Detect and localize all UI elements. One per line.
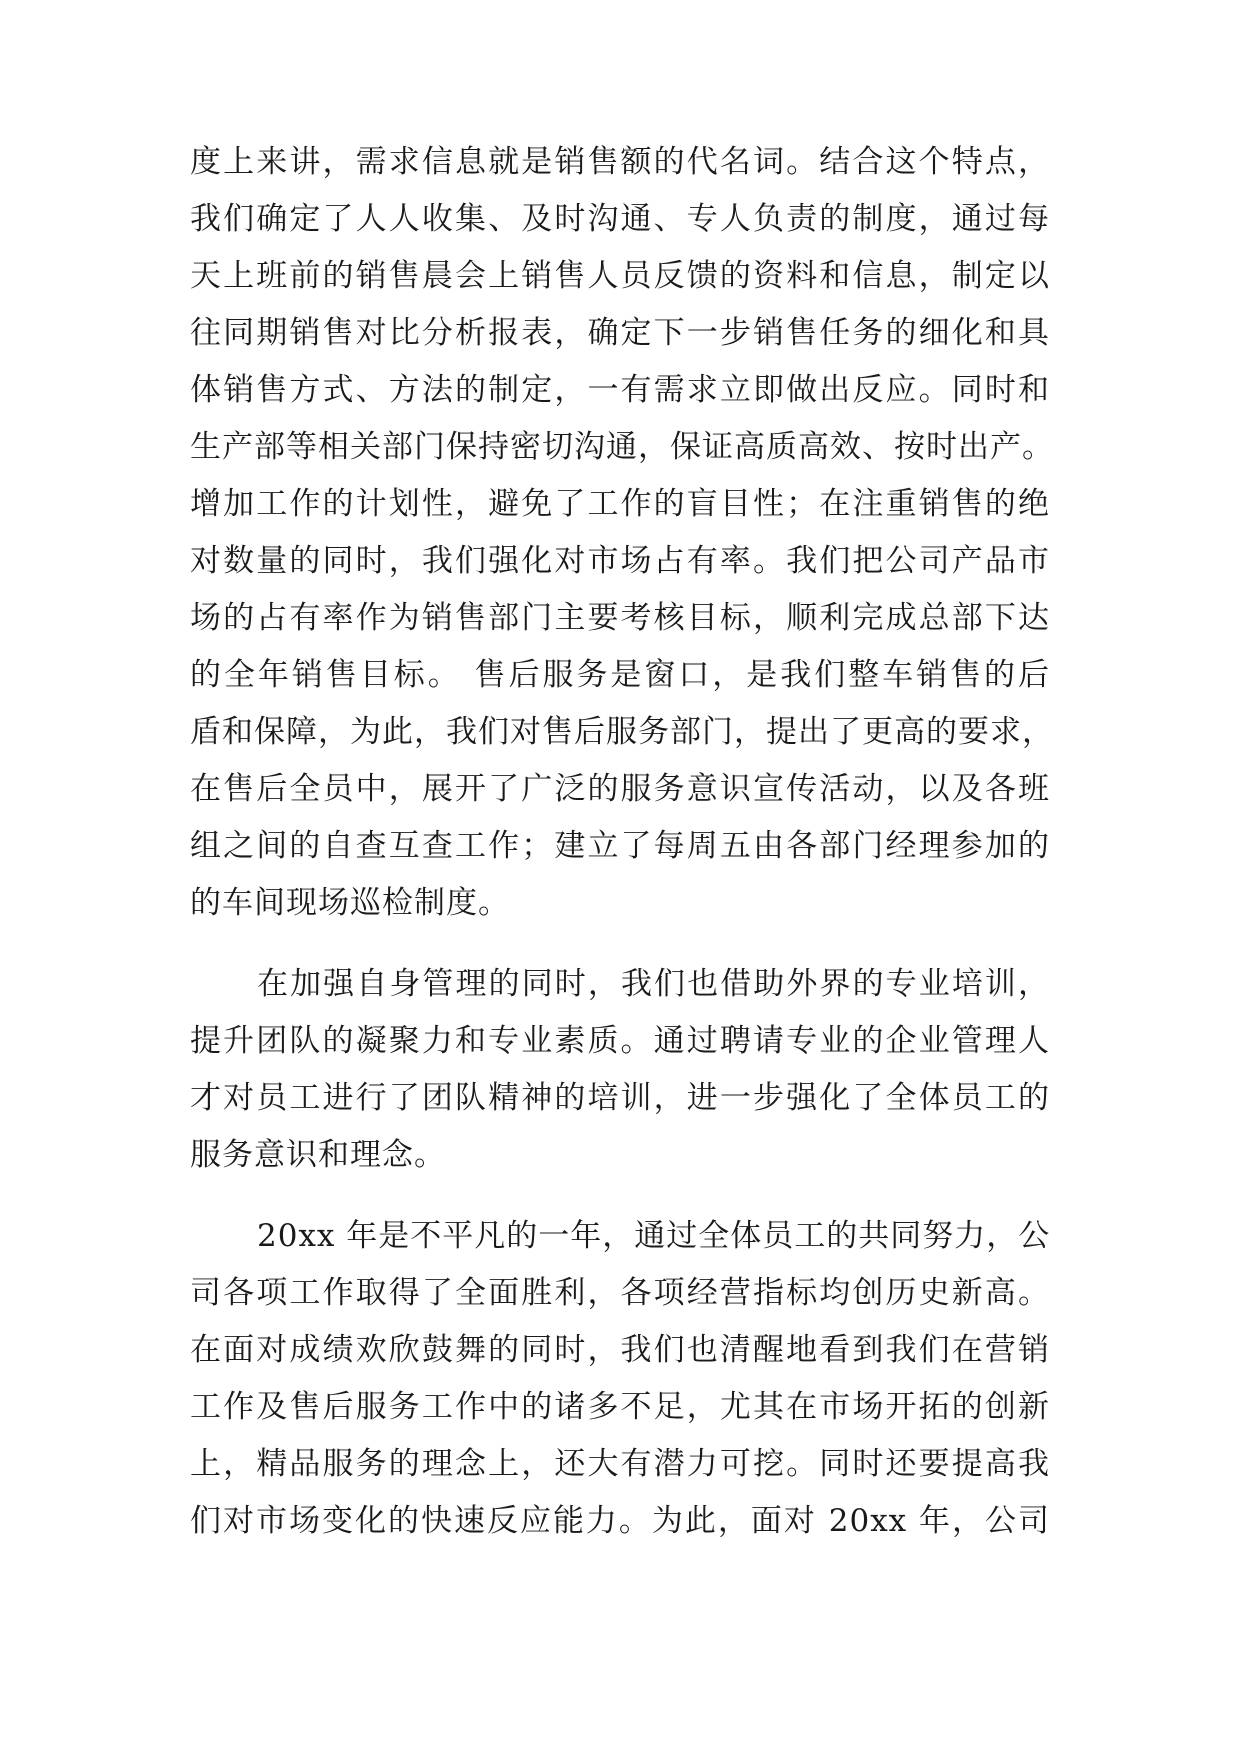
- text-line: 盾和保障，为此，我们对售后服务部门，提出了更高的要求，: [190, 714, 1054, 750]
- text-line: 增加工作的计划性，避免了工作的盲目性；在注重销售的绝: [190, 486, 1050, 522]
- text-line: 20xx 年是不平凡的一年，通过全体员工的共同努力，公: [257, 1218, 1051, 1254]
- text-line: 生产部等相关部门保持密切沟通，保证高质高效、按时出产。: [190, 429, 1054, 465]
- text-line: 上，精品服务的理念上，还大有潜力可挖。同时还要提高我: [190, 1446, 1050, 1482]
- text-line: 工作及售后服务工作中的诸多不足，尤其在市场开拓的创新: [190, 1389, 1050, 1425]
- text-line: 天上班前的销售晨会上销售人员反馈的资料和信息，制定以: [190, 258, 1050, 294]
- text-line: 们对市场变化的快速反应能力。为此，面对 20xx 年，公司: [190, 1503, 1050, 1539]
- text-line: 往同期销售对比分析报表，确定下一步销售任务的细化和具: [190, 315, 1050, 351]
- text-line: 场的占有率作为销售部门主要考核目标，顺利完成总部下达: [190, 600, 1050, 636]
- text-line: 司各项工作取得了全面胜利，各项经营指标均创历史新高。: [190, 1275, 1050, 1311]
- text-line: 度上来讲，需求信息就是销售额的代名词。结合这个特点，: [190, 144, 1050, 180]
- text-line: 的全年销售目标。 售后服务是窗口，是我们整车销售的后: [190, 657, 1050, 693]
- text-line: 提升团队的凝聚力和专业素质。通过聘请专业的企业管理人: [190, 1023, 1050, 1059]
- text-line: 在售后全员中，展开了广泛的服务意识宣传活动，以及各班: [190, 771, 1050, 807]
- text-line: 在加强自身管理的同时，我们也借助外界的专业培训，: [257, 966, 1050, 1002]
- text-line: 组之间的自查互查工作；建立了每周五由各部门经理参加的: [190, 828, 1050, 864]
- text-line: 才对员工进行了团队精神的培训，进一步强化了全体员工的: [190, 1080, 1050, 1116]
- text-line: 的车间现场巡检制度。: [190, 885, 510, 921]
- text-line: 在面对成绩欢欣鼓舞的同时，我们也清醒地看到我们在营销: [190, 1332, 1050, 1368]
- text-line: 体销售方式、方法的制定，一有需求立即做出反应。同时和: [190, 372, 1050, 408]
- text-line: 对数量的同时，我们强化对市场占有率。我们把公司产品市: [190, 543, 1050, 579]
- text-line: 服务意识和理念。: [190, 1137, 446, 1173]
- text-line: 我们确定了人人收集、及时沟通、专人负责的制度，通过每: [190, 201, 1050, 237]
